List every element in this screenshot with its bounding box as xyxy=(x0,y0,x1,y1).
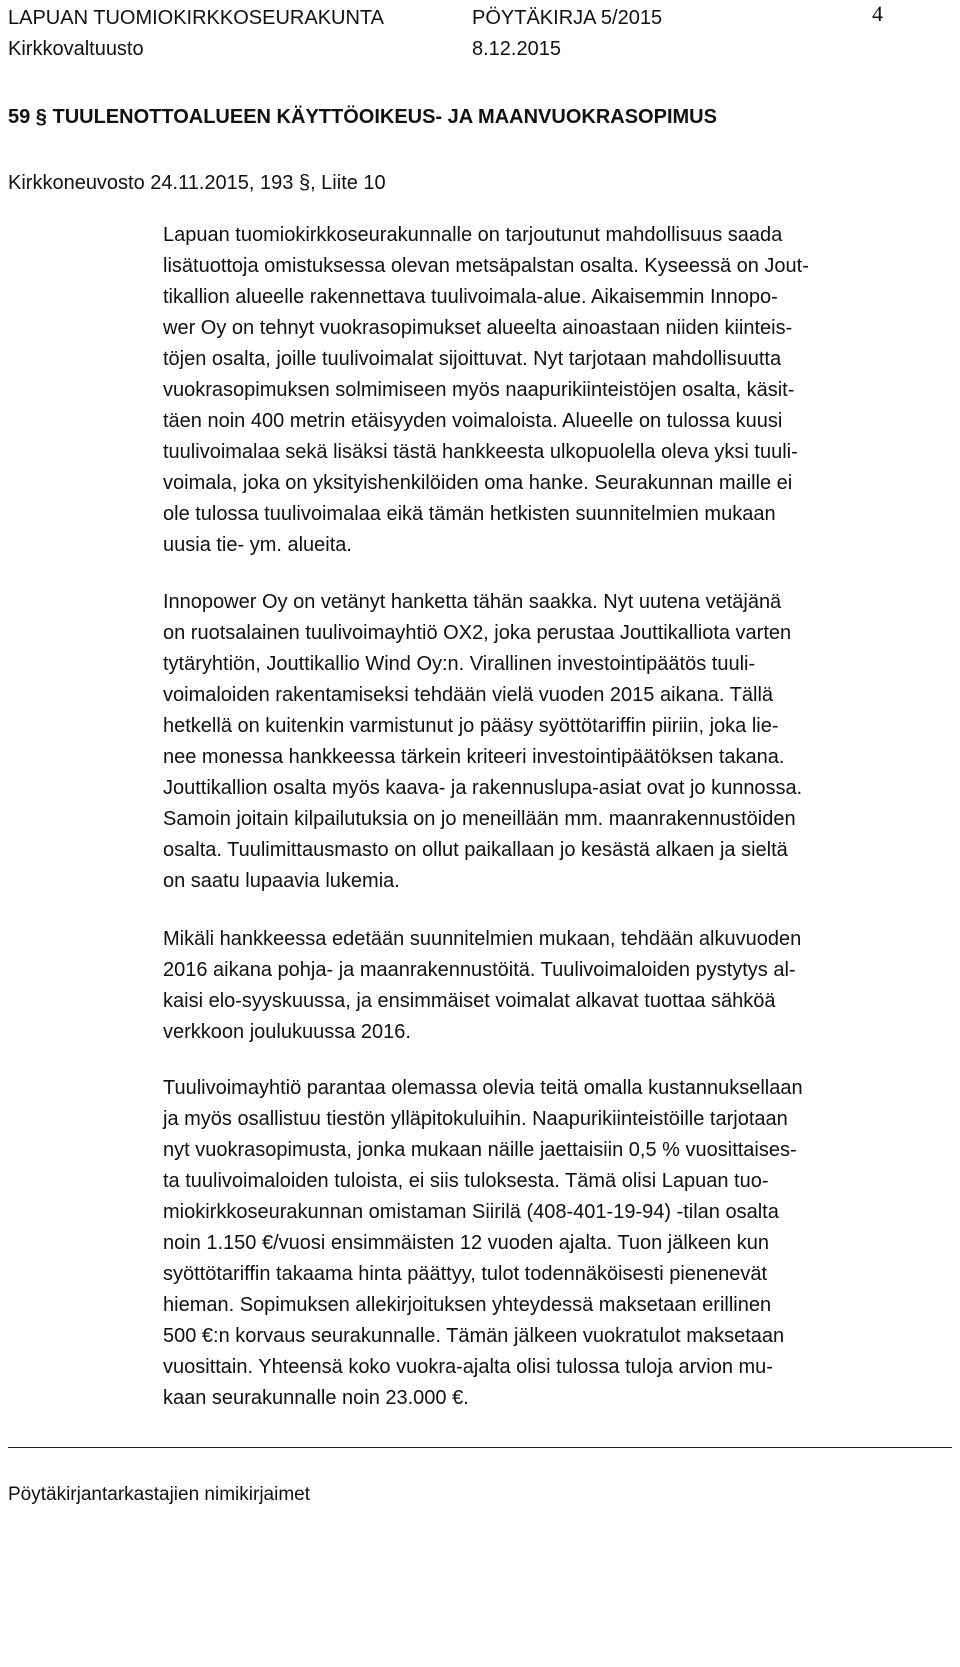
section-title: 59 § TUULENOTTOALUEEN KÄYTTÖOIKEUS- JA MAANVUOKRASOPIMUS xyxy=(8,106,717,128)
paragraph-line: ta tuulivoimaloiden tuloista, ei siis tuloksesta. Tämä olisi Lapuan tuo- xyxy=(163,1170,769,1192)
paragraph-2 xyxy=(163,587,943,897)
paragraph-line: kaisi elo-syyskuussa, ja ensimmäiset voimalat alkavat tuottaa sähköä xyxy=(163,990,776,1012)
header-organization: LAPUAN TUOMIOKIRKKOSEURAKUNTA xyxy=(8,7,384,29)
paragraph-line: lisätuottoja omistuksessa olevan metsäpalstan osalta. Kyseessä on Jout- xyxy=(163,255,809,277)
paragraph-line: on saatu lupaavia lukemia. xyxy=(163,870,400,892)
paragraph-line: noin 1.150 €/vuosi ensimmäisten 12 vuoden ajalta. Tuon jälkeen kun xyxy=(163,1232,769,1254)
paragraph-line: Mikäli hankkeessa edetään suunnitelmien mukaan, tehdään alkuvuoden xyxy=(163,928,802,950)
paragraph-line: tytäryhtiön, Jouttikallio Wind Oy:n. Virallinen investointipäätös tuuli- xyxy=(163,653,756,675)
paragraph-line: voimala, joka on yksityishenkilöiden oma hanke. Seurakunnan maille ei xyxy=(163,472,793,494)
paragraph-line: wer Oy on tehnyt vuokrasopimukset alueelta ainoastaan niiden kiinteis- xyxy=(163,317,793,339)
paragraph-line: nee monessa hankkeessa tärkein kriteeri investointipäätöksen takana. xyxy=(163,746,785,768)
paragraph-line: verkkoon joulukuussa 2016. xyxy=(163,1021,411,1043)
paragraph-line: 500 €:n korvaus seurakunnalle. Tämän jälkeen vuokratulot maksetaan xyxy=(163,1325,785,1347)
paragraph-line: ja myös osallistuu tiestön ylläpitokuluihin. Naapurikiinteistöille tarjotaan xyxy=(163,1108,788,1130)
footer-signature-label: Pöytäkirjantarkastajien nimikirjaimet xyxy=(8,1484,310,1505)
paragraph-line: syöttötariffin takaama hinta päättyy, tulot todennäköisesti pienenevät xyxy=(163,1263,768,1285)
paragraph-4 xyxy=(163,1073,943,1414)
paragraph-line: 2016 aikana pohja- ja maanrakennustöitä. Tuulivoimaloiden pystytys al- xyxy=(163,959,796,981)
paragraph-line: vuosittain. Yhteensä koko vuokra-ajalta olisi tulossa tuloja arvion mu- xyxy=(163,1356,773,1378)
paragraph-line: Jouttikallion osalta myös kaava- ja rakennuslupa-asiat ovat jo kunnossa. xyxy=(163,777,803,799)
paragraph-3 xyxy=(163,924,943,1048)
paragraph-line: osalta. Tuulimittausmasto on ollut paikallaan jo kesästä alkaen ja sieltä xyxy=(163,839,788,861)
paragraph-line: tuulivoimalaa sekä lisäksi tästä hankkeesta ulkopuolella oleva yksi tuuli- xyxy=(163,441,798,463)
paragraph-line: vuokrasopimuksen solmimiseen myös naapurikiinteistöjen osalta, käsit- xyxy=(163,379,795,401)
paragraph-line: kaan seurakunnalle noin 23.000 €. xyxy=(163,1387,469,1409)
paragraph-line: töjen osalta, joille tuulivoimalat sijoittuvat. Nyt tarjotaan mahdollisuutta xyxy=(163,348,782,370)
paragraph-line: hetkellä on kuitenkin varmistunut jo pääsy syöttötariffin piiriin, joka lie- xyxy=(163,715,779,737)
paragraph-line: hieman. Sopimuksen allekirjoituksen yhteydessä maksetaan erillinen xyxy=(163,1294,772,1316)
paragraph-line: voimaloiden rakentamiseksi tehdään vielä vuoden 2015 aikana. Tällä xyxy=(163,684,774,706)
paragraph-line: Tuulivoimayhtiö parantaa olemassa olevia teitä omalla kustannuksellaan xyxy=(163,1077,803,1099)
header-document-id: PÖYTÄKIRJA 5/2015 xyxy=(472,7,663,29)
paragraph-line: Innopower Oy on vetänyt hanketta tähän saakka. Nyt uutena vetäjänä xyxy=(163,591,782,613)
footer-divider xyxy=(8,1447,952,1448)
page-number: 4 xyxy=(872,1,883,26)
section-reference: Kirkkoneuvosto 24.11.2015, 193 §, Liite 10 xyxy=(8,172,386,194)
paragraph-1 xyxy=(163,220,943,561)
paragraph-line: on ruotsalainen tuulivoimayhtiö OX2, joka perustaa Jouttikalliota varten xyxy=(163,622,792,644)
header-meeting-body: Kirkkovaltuusto xyxy=(8,38,144,60)
paragraph-line: ole tulossa tuulivoimalaa eikä tämän hetkisten suunnitelmien mukaan xyxy=(163,503,776,525)
paragraph-line: Samoin joitain kilpailutuksia on jo meneillään mm. maanrakennustöiden xyxy=(163,808,796,830)
paragraph-line: nyt vuokrasopimusta, jonka mukaan näille jaettaisiin 0,5 % vuosittaises- xyxy=(163,1139,797,1161)
paragraph-line: Lapuan tuomiokirkkoseurakunnalle on tarjoutunut mahdollisuus saada xyxy=(163,224,783,246)
paragraph-line: täen noin 400 metrin etäisyyden voimaloista. Alueelle on tulossa kuusi xyxy=(163,410,783,432)
paragraph-line: miokirkkoseurakunnan omistaman Siirilä (408-401-19-94) -tilan osalta xyxy=(163,1201,779,1223)
header-date: 8.12.2015 xyxy=(472,38,561,60)
paragraph-line: uusia tie- ym. alueita. xyxy=(163,534,352,556)
paragraph-line: tikallion alueelle rakennettava tuulivoimala-alue. Aikaisemmin Innopo- xyxy=(163,286,778,308)
